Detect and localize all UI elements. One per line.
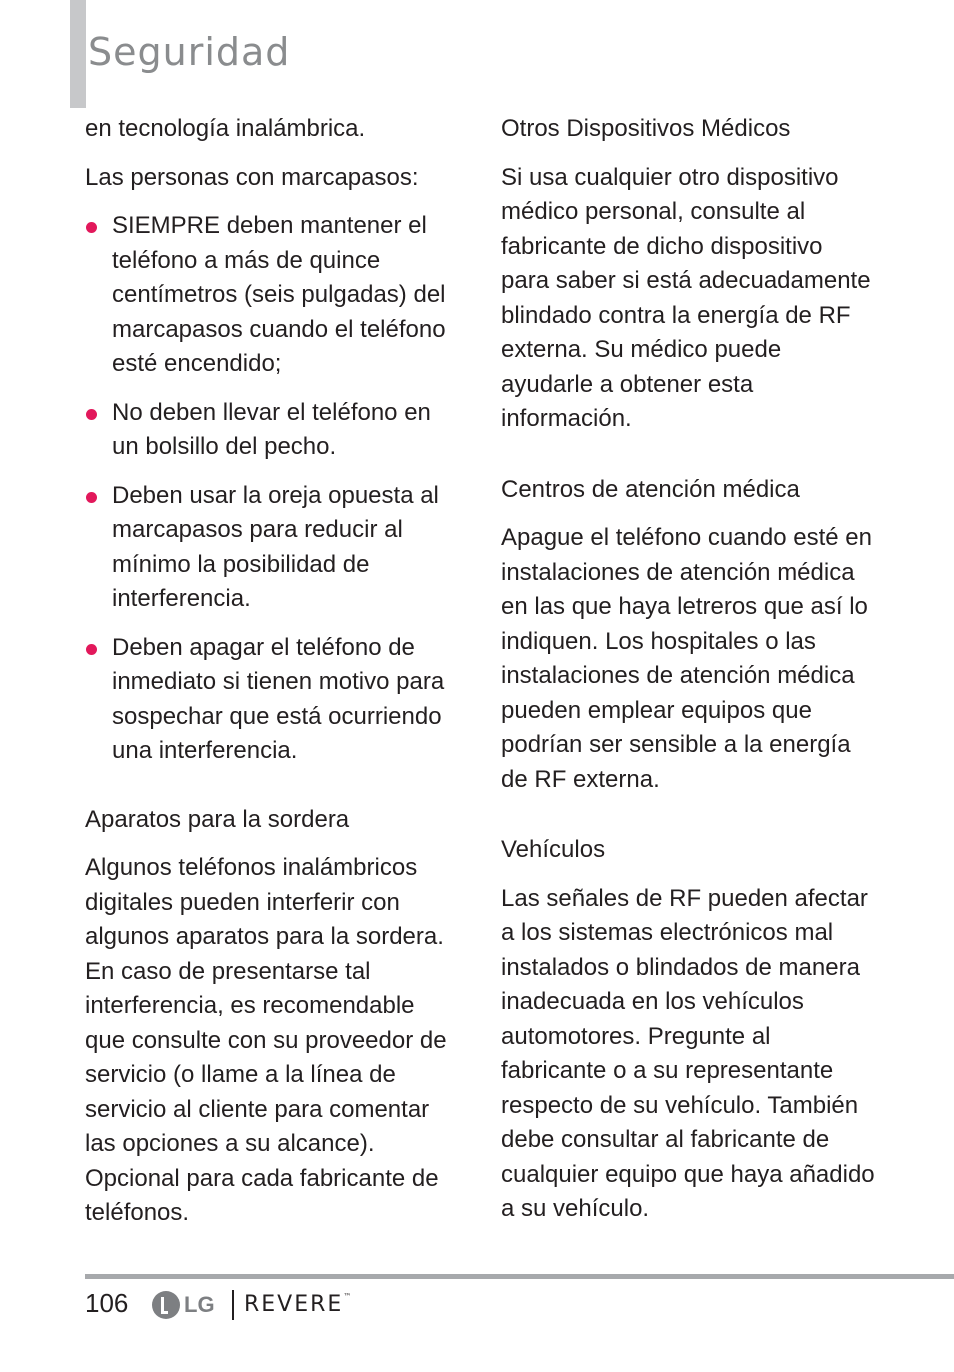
page-number: 106 bbox=[85, 1288, 129, 1318]
bullet-text: Deben usar la oreja opuesta al marcapasos para reducir al mínimo la posibilidad de interferencia. bbox=[112, 481, 439, 612]
vehicles-body: Las señales de RF pueden afectar a los sistemas electrónicos mal instalados o blindados de manera inadecuada en los vehículos automotores. Pregunte al fabricante o a su representante respecto de su vehículo. También debe consultar al fabricante de cualquier equipo que haya añadido a su vehículo. bbox=[501, 884, 875, 1222]
title-accent-bar bbox=[70, 0, 86, 108]
product-name bbox=[244, 1292, 351, 1317]
brand-divider bbox=[232, 1290, 234, 1320]
bullet-item bbox=[85, 631, 460, 769]
pacemaker-bullet-list bbox=[85, 209, 460, 769]
pacemaker-heading: Las personas con marcapasos: bbox=[85, 163, 419, 191]
bullet-item bbox=[85, 479, 460, 617]
lg-logo-text: LG bbox=[184, 1292, 215, 1317]
bullet-text: No deben llevar el teléfono en un bolsillo del pecho. bbox=[112, 398, 431, 460]
bullet-item bbox=[85, 209, 460, 382]
page-title: Seguridad bbox=[88, 30, 291, 74]
other-devices-heading: Otros Dispositivos Médicos bbox=[501, 115, 791, 142]
footer-rule bbox=[85, 1274, 954, 1279]
hearing-aids-body: Algunos teléfonos inalámbricos digitales pueden interferir con algunos aparatos para la sordera. En caso de presentarse tal interferencia, es recomendable que consulte con su proveedor de servicio (o llame a la línea de servicio al cliente para comentar las opciones a su alcance). Opcional para cada fabricante de teléfonos. bbox=[85, 854, 447, 1226]
bullet-item bbox=[85, 396, 460, 465]
intro-line: en tecnología inalámbrica. bbox=[85, 115, 366, 142]
other-devices-body: Si usa cualquier otro dispositivo médico personal, consulte al fabricante de dicho dispositivo para saber si está adecuadamente blindado contra la energía de RF externa. Su médico puede ayudarle a obtener esta información. bbox=[501, 163, 871, 432]
right-column bbox=[501, 112, 876, 1227]
trademark-mark: ™ bbox=[343, 1292, 352, 1301]
bullet-icon bbox=[86, 409, 97, 420]
bullet-text: Deben apagar el teléfono de inmediato si tienen motivo para sospechar que está ocurriendo una interferencia. bbox=[112, 633, 445, 764]
bullet-text: SIEMPRE deben mantener el teléfono a más de quince centímetros (seis pulgadas) del marcapasos cuando el teléfono esté encendido; bbox=[112, 212, 446, 377]
health-care-heading: Centros de atención médica bbox=[501, 475, 800, 503]
lg-logo-icon bbox=[152, 1291, 180, 1319]
health-care-body: Apague el teléfono cuando esté en instalaciones de atención médica en las que haya letreros que así lo indiquen. Los hospitales o las instalaciones de atención médica pueden emplear equipos que podrían ser sensible a la energía de RF externa. bbox=[501, 524, 872, 793]
left-column bbox=[85, 112, 460, 1231]
hearing-aids-heading: Aparatos para la sordera bbox=[85, 805, 350, 833]
vehicles-heading: Vehículos bbox=[501, 836, 606, 863]
bullet-icon bbox=[86, 492, 97, 503]
bullet-icon bbox=[86, 222, 97, 233]
bullet-icon bbox=[86, 644, 97, 655]
lg-logo bbox=[152, 1290, 215, 1320]
product-name-text: REVERE bbox=[244, 1292, 344, 1317]
